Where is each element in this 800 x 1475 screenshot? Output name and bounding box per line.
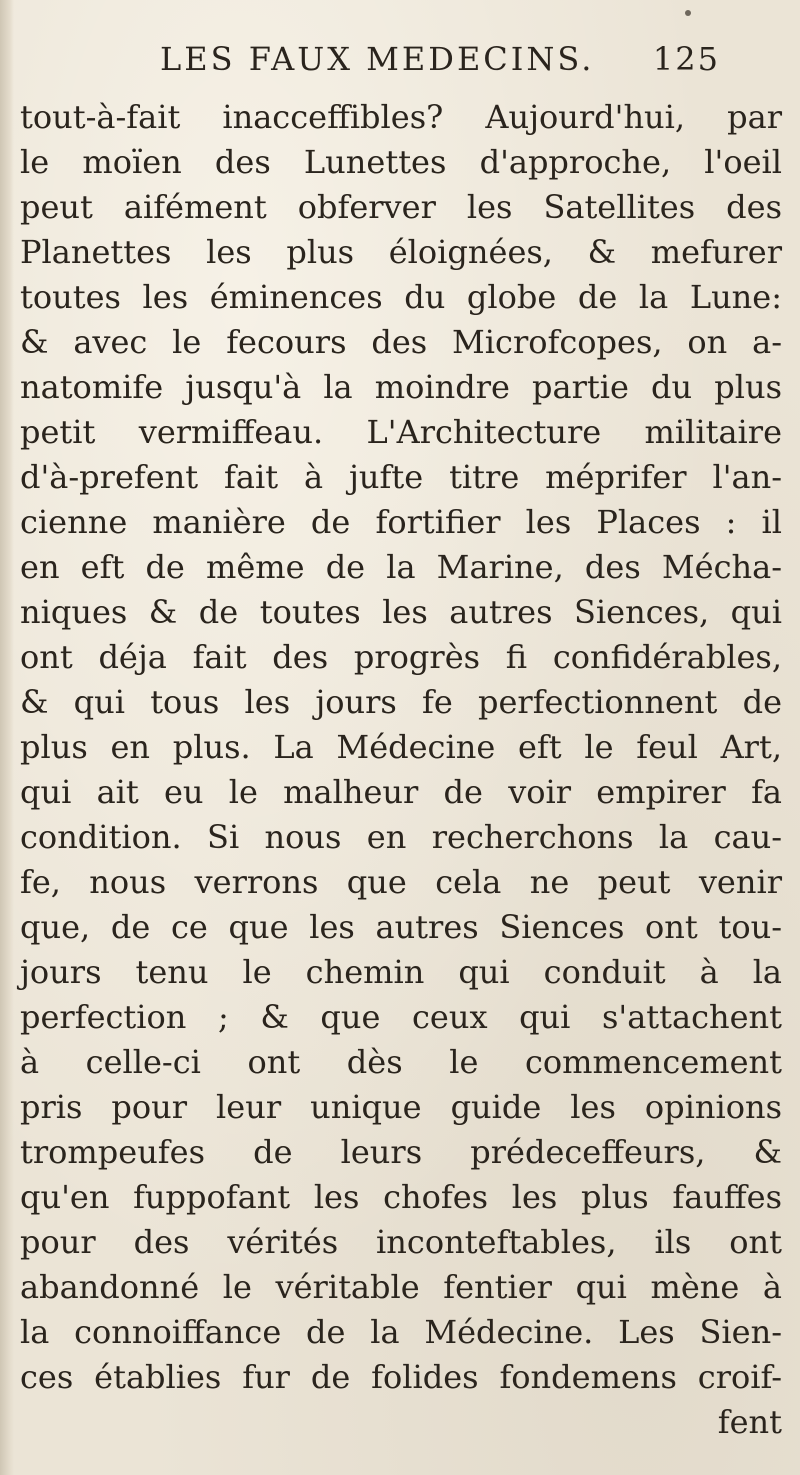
text-line: pour des vérités inconteftables, ils ont bbox=[20, 1223, 782, 1261]
running-title: LES FAUX MEDECINS. bbox=[160, 40, 595, 78]
text-line: niques & de toutes les autres Siences, qui bbox=[20, 593, 782, 631]
text-line: toutes les éminences du globe de la Lune: bbox=[20, 278, 782, 316]
page-header bbox=[160, 40, 720, 90]
text-line: ont déja fait des progrès fi confidérables, bbox=[20, 638, 782, 676]
text-line: qui ait eu le malheur de voir empirer fa bbox=[20, 773, 782, 811]
text-line: à celle-ci ont dès le commencement bbox=[20, 1043, 782, 1081]
text-line: en eft de même de la Marine, des Mécha- bbox=[20, 548, 782, 586]
text-line: condition. Si nous en recherchons la cau- bbox=[20, 818, 782, 856]
text-line: d'à-prefent fait à jufte titre méprifer l'an- bbox=[20, 458, 782, 496]
text-line: fe, nous verrons que cela ne peut venir bbox=[20, 863, 782, 901]
text-line: peut aifément obferver les Satellites des bbox=[20, 188, 782, 226]
text-line: abandonné le véritable fentier qui mène à bbox=[20, 1268, 782, 1306]
text-line: cienne manière de fortifier les Places : il bbox=[20, 503, 782, 541]
text-line: le moïen des Lunettes d'approche, l'oeil bbox=[20, 143, 782, 181]
text-line: petit vermiffeau. L'Architecture militaire bbox=[20, 413, 782, 451]
text-line: pris pour leur unique guide les opinions bbox=[20, 1088, 782, 1126]
text-line: & avec le fecours des Microfcopes, on a- bbox=[20, 323, 782, 361]
text-line: & qui tous les jours fe perfectionnent de bbox=[20, 683, 782, 721]
page-gutter-shadow bbox=[0, 0, 14, 1475]
ink-speck bbox=[685, 10, 691, 16]
text-line: trompeufes de leurs prédeceffeurs, & bbox=[20, 1133, 782, 1171]
catchword: fent bbox=[717, 1403, 782, 1441]
page-number: 125 bbox=[652, 40, 720, 78]
text-line: jours tenu le chemin qui conduit à la bbox=[20, 953, 782, 991]
text-line: Planettes les plus éloignées, & mefurer bbox=[20, 233, 782, 271]
text-line: que, de ce que les autres Siences ont tou- bbox=[20, 908, 782, 946]
text-line: plus en plus. La Médecine eft le feul Art, bbox=[20, 728, 782, 766]
text-line: la connoiffance de la Médecine. Les Sien- bbox=[20, 1313, 782, 1351]
text-line: ces établies fur de folides fondemens croif- bbox=[20, 1358, 782, 1396]
text-line: tout-à-fait inacceffibles? Aujourd'hui, par bbox=[20, 98, 782, 136]
text-line: natomife jusqu'à la moindre partie du plus bbox=[20, 368, 782, 406]
text-line: perfection ; & que ceux qui s'attachent bbox=[20, 998, 782, 1036]
text-line: qu'en fuppofant les chofes les plus fauffes bbox=[20, 1178, 782, 1216]
